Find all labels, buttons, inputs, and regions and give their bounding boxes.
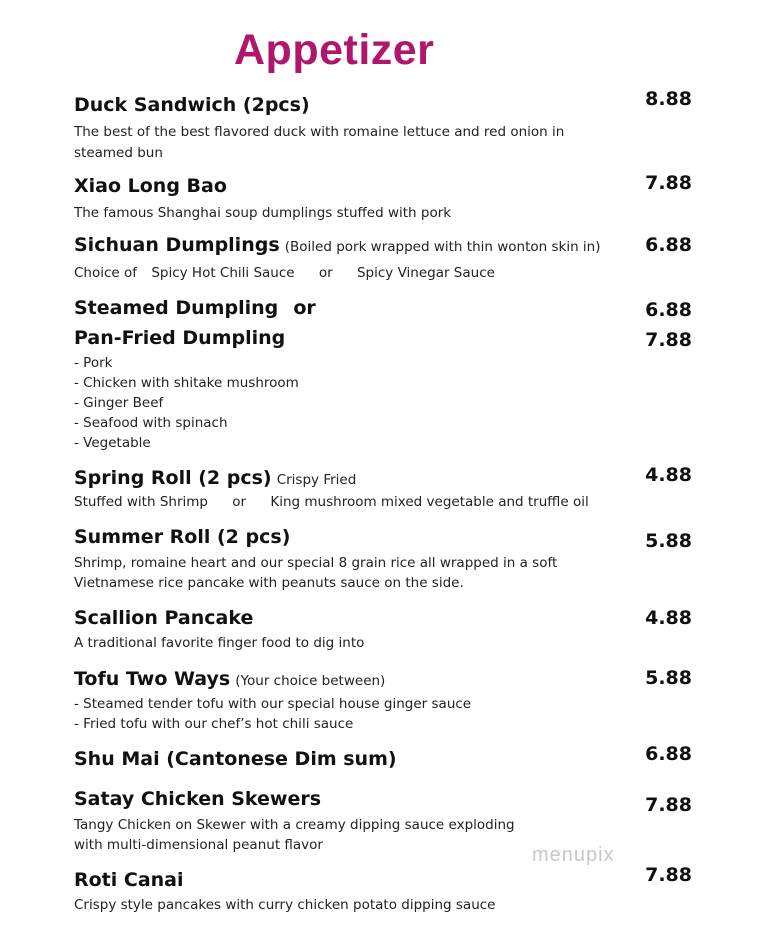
item-option: - Vegetable bbox=[74, 435, 151, 451]
item-name-row-spring-roll bbox=[74, 467, 356, 489]
item-price-pan-fried-dumpling: 7.88 bbox=[645, 329, 692, 351]
item-price-steamed-dumpling: 6.88 bbox=[645, 299, 692, 321]
item-price-satay-chicken: 7.88 bbox=[645, 794, 692, 816]
item-price-scallion-pancake: 4.88 bbox=[645, 607, 692, 629]
item-name-xiao-long-bao: Xiao Long Bao bbox=[74, 175, 227, 197]
item-desc: - Fried tofu with our chef’s hot chili sauce bbox=[74, 716, 354, 732]
menu-title: Appetizer bbox=[234, 26, 435, 74]
item-price-roti-canai: 7.88 bbox=[645, 864, 692, 886]
item-price-xiao-long-bao: 7.88 bbox=[645, 172, 692, 194]
item-option: - Chicken with shitake mushroom bbox=[74, 375, 299, 391]
item-desc: - Steamed tender tofu with our special house ginger sauce bbox=[74, 696, 472, 712]
item-note: Crispy Fried bbox=[276, 472, 357, 488]
item-note: (Boiled pork wrapped with thin wonton skin in) bbox=[284, 239, 601, 255]
item-price-duck-sandwich: 8.88 bbox=[645, 88, 692, 110]
item-price-spring-roll: 4.88 bbox=[645, 464, 692, 486]
item-desc: Shrimp, romaine heart and our special 8 grain rice all wrapped in a soft bbox=[74, 555, 558, 571]
item-price-sichuan-dumplings: 6.88 bbox=[645, 234, 692, 256]
item-option: - Pork bbox=[74, 355, 113, 371]
choice-b: Spicy Vinegar Sauce bbox=[356, 265, 495, 281]
item-desc: Vietnamese rice pancake with peanuts sauce on the side. bbox=[74, 575, 464, 591]
item-name-satay-chicken: Satay Chicken Skewers bbox=[74, 788, 322, 810]
item-option: - Ginger Beef bbox=[74, 395, 164, 411]
item-price-tofu-two-ways: 5.88 bbox=[645, 667, 692, 689]
item-name-pan-fried-dumpling: Pan-Fried Dumpling bbox=[74, 327, 286, 349]
choice-a: Stuffed with Shrimp bbox=[74, 494, 208, 510]
item-name-roti-canai: Roti Canai bbox=[74, 869, 184, 891]
item-price-summer-roll: 5.88 bbox=[645, 530, 692, 552]
item-desc: steamed bun bbox=[74, 145, 163, 161]
item-name-steamed-dumpling: Steamed Dumpling bbox=[74, 297, 279, 319]
watermark: menupix bbox=[532, 844, 615, 866]
item-desc: Crispy style pancakes with curry chicken potato dipping sauce bbox=[74, 897, 496, 913]
item-name-scallion-pancake: Scallion Pancake bbox=[74, 607, 254, 629]
choice-a: Spicy Hot Chili Sauce bbox=[151, 265, 295, 281]
item-or: or bbox=[293, 297, 316, 319]
item-name-sichuan-dumplings: Sichuan Dumplings bbox=[74, 234, 280, 256]
item-name-row-steamed bbox=[74, 297, 316, 319]
item-name-row-sichuan bbox=[74, 234, 601, 256]
item-name-shu-mai: Shu Mai (Cantonese Dim sum) bbox=[74, 748, 397, 770]
item-price-shu-mai: 6.88 bbox=[645, 743, 692, 765]
item-choice-row bbox=[74, 265, 495, 281]
choice-or: or bbox=[318, 265, 333, 281]
item-name-tofu-two-ways: Tofu Two Ways bbox=[74, 668, 231, 690]
item-desc: The best of the best flavored duck with romaine lettuce and red onion in bbox=[74, 124, 565, 140]
item-desc: with multi-dimensional peanut flavor bbox=[74, 837, 323, 853]
item-option: - Seafood with spinach bbox=[74, 415, 228, 431]
choice-or: or bbox=[232, 494, 247, 510]
choice-b: King mushroom mixed vegetable and truffle oil bbox=[270, 494, 589, 510]
item-choice-row bbox=[74, 494, 589, 510]
item-name-summer-roll: Summer Roll (2 pcs) bbox=[74, 526, 291, 548]
item-name-row-tofu bbox=[74, 668, 385, 690]
item-desc: A traditional favorite finger food to dig into bbox=[74, 635, 365, 651]
choice-prefix: Choice of bbox=[74, 265, 138, 281]
item-note: (Your choice between) bbox=[235, 673, 386, 689]
item-desc: Tangy Chicken on Skewer with a creamy dipping sauce exploding bbox=[74, 817, 515, 833]
item-desc: The famous Shanghai soup dumplings stuffed with pork bbox=[74, 205, 452, 221]
item-name-duck-sandwich: Duck Sandwich (2pcs) bbox=[74, 94, 310, 116]
item-name-spring-roll: Spring Roll (2 pcs) bbox=[74, 467, 272, 489]
